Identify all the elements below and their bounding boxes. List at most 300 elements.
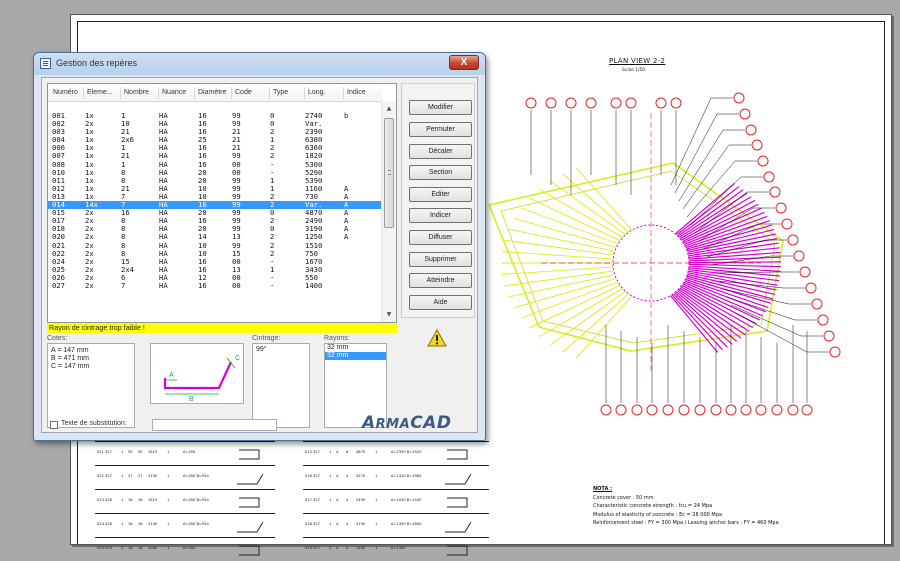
- column-separator[interactable]: [83, 87, 84, 99]
- list-cell: 2: [270, 216, 275, 226]
- dialog-titlebar[interactable]: [34, 53, 485, 75]
- schedule-cell: 16: [138, 546, 143, 550]
- list-cell: HA: [159, 232, 168, 242]
- delete-button[interactable]: Supprimer: [409, 252, 472, 267]
- list-cell: 2x: [85, 208, 94, 218]
- list-row[interactable]: [48, 274, 382, 282]
- schedule-row: [95, 489, 275, 513]
- list-cell: 99: [232, 151, 241, 161]
- swap-button[interactable]: Permuter: [409, 122, 472, 137]
- mark-bubble: [752, 140, 762, 150]
- list-row[interactable]: [48, 112, 382, 120]
- schedule-cell: 1: [329, 474, 332, 478]
- list-cell: 99: [232, 111, 241, 120]
- list-cell: 750: [305, 248, 318, 258]
- list-scrollbar[interactable]: [381, 102, 396, 322]
- mark-bubble: [711, 405, 721, 415]
- schedule-cell: A=1310 B=1960: [391, 474, 422, 478]
- list-row[interactable]: [48, 161, 382, 169]
- help-button[interactable]: Aide: [409, 295, 472, 310]
- radial-rebar: [678, 190, 743, 237]
- list-cell: 10: [198, 248, 207, 258]
- schedule-row: [95, 441, 275, 465]
- list-cell: 2x: [85, 232, 94, 242]
- mark-bubble: [566, 98, 576, 108]
- bar-shape-sketch: [443, 492, 473, 512]
- list-cell: 21: [232, 127, 241, 137]
- mark-bubble: [818, 315, 828, 325]
- schedule-cell: 1: [375, 450, 378, 454]
- list-cell: A: [344, 183, 349, 193]
- bar-schedule-left: [95, 441, 275, 561]
- list-cell: 027: [52, 280, 65, 290]
- schedule-row: [95, 465, 275, 489]
- radial-rebar-yellow: [563, 294, 629, 352]
- schedule-cell: 1: [375, 498, 378, 502]
- list-cell: 14x: [85, 200, 98, 210]
- schedule-cell: 55: [138, 450, 143, 454]
- list-cell: 8: [121, 248, 126, 258]
- drawing-notes: [593, 485, 779, 528]
- schedule-cell: 1250: [356, 546, 366, 550]
- list-cell: 1: [270, 135, 275, 145]
- radial-rebar-yellow: [551, 291, 626, 345]
- list-cell: 2390: [305, 127, 323, 137]
- list-cell: 4870: [305, 208, 323, 218]
- schedule-cell: 016 027: [305, 474, 320, 478]
- bar-shape-sketch: [235, 492, 265, 512]
- list-cell: -: [270, 159, 275, 169]
- list-cell: A: [344, 200, 349, 210]
- bar-shape-preview: [150, 343, 244, 404]
- schedule-cell: 4: [336, 498, 339, 502]
- column-separator[interactable]: [304, 87, 305, 99]
- mark-bubble: [663, 405, 673, 415]
- list-cell: HA: [159, 224, 168, 234]
- notes-title: NOTA :: [593, 486, 613, 492]
- mark-bubble: [756, 405, 766, 415]
- list-cell: HA: [159, 256, 168, 266]
- column-header[interactable]: Long.: [308, 89, 326, 96]
- list-cell: 16: [198, 216, 207, 226]
- radius-item[interactable]: 32 mm: [327, 344, 349, 351]
- column-header[interactable]: Nombre: [124, 89, 149, 96]
- column-separator[interactable]: [194, 87, 195, 99]
- column-header[interactable]: Eleme...: [87, 89, 113, 96]
- marks-list[interactable]: [47, 83, 397, 323]
- list-cell: 99: [232, 216, 241, 226]
- mark-bubble: [626, 98, 636, 108]
- list-cell: 2: [270, 248, 275, 258]
- schedule-cell: 1: [329, 450, 332, 454]
- list-cell: 1820: [305, 151, 323, 161]
- mark-bubble: [772, 405, 782, 415]
- modify-button[interactable]: Modifier: [409, 100, 472, 115]
- mark-bubble: [616, 405, 626, 415]
- mark-bubble: [656, 98, 666, 108]
- list-cell: 2x: [85, 280, 94, 290]
- cotes-label: Cotes:: [47, 335, 68, 342]
- column-header[interactable]: Numéro: [53, 89, 78, 96]
- list-cell: A: [344, 208, 349, 218]
- schedule-cell: 4: [346, 474, 349, 478]
- list-cell: 1250: [305, 232, 323, 242]
- schedule-cell: 16: [128, 522, 133, 526]
- list-cell: 14: [198, 232, 207, 242]
- list-cell: HA: [159, 208, 168, 218]
- list-cell: 1510: [305, 240, 323, 250]
- list-cell: Var.: [305, 119, 323, 129]
- list-cell: 3190: [305, 224, 323, 234]
- list-cell: HA: [159, 159, 168, 169]
- list-cell: 2740: [305, 111, 323, 120]
- schedule-cell: 4: [336, 522, 339, 526]
- list-cell: 026: [52, 272, 65, 282]
- list-cell: 10: [198, 240, 207, 250]
- list-row[interactable]: [48, 144, 382, 152]
- list-cell: b: [344, 111, 349, 120]
- schedule-cell: 1140: [148, 522, 158, 526]
- schedule-cell: 6: [346, 450, 349, 454]
- action-buttons-panel: [401, 83, 475, 318]
- list-cell: 2x: [85, 272, 94, 282]
- list-row[interactable]: [48, 136, 382, 144]
- list-cell: 21: [232, 143, 241, 153]
- mark-bubble: [546, 98, 556, 108]
- bar-shape-sketch: [235, 468, 265, 488]
- mark-bubble: [740, 109, 750, 119]
- list-row[interactable]: [48, 217, 382, 225]
- dimensions-box: [47, 343, 135, 428]
- list-cell: 16: [198, 119, 207, 129]
- list-cell: 15: [232, 248, 241, 258]
- distribute-button[interactable]: Diffuser: [409, 230, 472, 245]
- scroll-up-icon[interactable]: ▲: [386, 105, 392, 112]
- list-row[interactable]: [48, 225, 382, 233]
- schedule-cell: 1130: [148, 474, 158, 478]
- list-cell: 1: [270, 175, 275, 185]
- list-cell: 10: [198, 191, 207, 201]
- list-row[interactable]: [48, 169, 382, 177]
- list-cell: 99: [232, 183, 241, 193]
- list-cell: 0: [270, 119, 275, 129]
- schedule-cell: 1: [375, 522, 378, 526]
- list-cell: 2: [270, 127, 275, 137]
- goto-button[interactable]: Atteindre: [409, 273, 472, 288]
- dimension-c: C = 147 mm: [51, 363, 90, 370]
- column-separator[interactable]: [231, 87, 232, 99]
- schedule-cell: 4: [336, 450, 339, 454]
- radial-rebar: [689, 262, 781, 263]
- schedule-cell: 1: [375, 546, 378, 550]
- list-cell: 011: [52, 175, 65, 185]
- list-cell: 006: [52, 143, 65, 153]
- list-row[interactable]: [48, 177, 382, 185]
- list-cell: 2: [270, 200, 275, 210]
- marks-management-dialog[interactable]: [33, 52, 486, 441]
- list-cell: 16: [198, 264, 207, 274]
- bending-angle-value: 99°: [256, 346, 267, 353]
- list-cell: Var.: [305, 200, 323, 210]
- schedule-cell: A=1350: [391, 546, 406, 550]
- list-row[interactable]: [48, 250, 382, 258]
- list-cell: 1x: [85, 159, 94, 169]
- schedule-cell: 1: [329, 498, 332, 502]
- column-header[interactable]: Type: [273, 89, 289, 96]
- bar-shape-sketch: [235, 540, 265, 560]
- list-row[interactable]: [48, 152, 382, 160]
- bar-shape-sketch: [443, 540, 473, 560]
- column-separator[interactable]: [120, 87, 121, 99]
- scroll-down-icon[interactable]: ▼: [386, 311, 392, 318]
- list-row[interactable]: [48, 258, 382, 266]
- note-line: Modulus of elasticity of concrete : Ec = 28 000 Mpa: [593, 511, 722, 518]
- list-cell: 16: [198, 111, 207, 120]
- schedule-row: [303, 537, 489, 561]
- mark-bubble: [806, 283, 816, 293]
- armacad-logo: ARMACAD: [362, 413, 452, 433]
- dialog-body: [41, 77, 478, 433]
- schedule-row: [303, 465, 489, 489]
- substitution-input[interactable]: [152, 419, 277, 431]
- schedule-cell: 018 027: [305, 522, 320, 526]
- schedule-cell: A=450 B=920: [183, 498, 209, 502]
- schedule-cell: 2490: [356, 498, 366, 502]
- list-cell: 1x: [85, 175, 94, 185]
- list-row[interactable]: [48, 128, 382, 136]
- list-row[interactable]: [48, 242, 382, 250]
- close-button[interactable]: X: [449, 55, 479, 70]
- schedule-cell: A=450: [183, 546, 196, 550]
- radius-item-selected[interactable]: 32 mm: [325, 352, 386, 360]
- list-cell: 13: [232, 264, 241, 274]
- list-cell: 1: [121, 159, 126, 169]
- index-button[interactable]: Indicer: [409, 208, 472, 223]
- schedule-cell: A=450: [183, 450, 196, 454]
- plan-view-scale: Scale 1/50: [622, 68, 646, 73]
- mark-bubble: [679, 405, 689, 415]
- list-cell: HA: [159, 264, 168, 274]
- list-row[interactable]: [48, 233, 382, 241]
- list-cell: 8: [121, 167, 126, 177]
- schedule-cell: 1: [167, 498, 170, 502]
- list-cell: 1x: [85, 143, 94, 153]
- mark-bubble: [611, 98, 621, 108]
- list-cell: HA: [159, 119, 168, 129]
- mark-bubble: [802, 405, 812, 415]
- mark-bubble: [671, 98, 681, 108]
- list-cell: 7: [121, 200, 126, 210]
- schedule-row: [303, 441, 489, 465]
- mark-bubble: [746, 125, 756, 135]
- radial-rebar: [676, 292, 737, 342]
- list-cell: 99: [232, 191, 241, 201]
- list-cell: 1: [121, 143, 126, 153]
- list-cell: A: [344, 232, 349, 242]
- list-cell: 001: [52, 111, 65, 120]
- radial-rebar-yellow: [563, 174, 629, 232]
- schedule-cell: 3190: [356, 522, 366, 526]
- list-row[interactable]: [48, 266, 382, 274]
- mark-bubble: [764, 172, 774, 182]
- mark-bubble: [601, 405, 611, 415]
- column-header[interactable]: Diamètre: [198, 89, 227, 96]
- list-cell: 2: [270, 191, 275, 201]
- list-cell: 1: [121, 111, 126, 120]
- list-cell: 7: [121, 280, 126, 290]
- column-separator[interactable]: [158, 87, 159, 99]
- mark-bubble: [776, 203, 786, 213]
- schedule-cell: 55: [128, 450, 133, 454]
- list-cell: 20: [198, 224, 207, 234]
- list-row[interactable]: [48, 120, 382, 128]
- radial-rebar: [677, 186, 739, 235]
- list-cell: HA: [159, 280, 168, 290]
- radial-rebar: [673, 294, 727, 347]
- bar-shape-sketch: [443, 516, 473, 536]
- radial-rebar-yellow: [530, 285, 621, 327]
- shift-button[interactable]: Décaler: [409, 144, 472, 159]
- mark-bubble: [632, 405, 642, 415]
- substitution-checkbox[interactable]: [50, 421, 58, 429]
- list-cell: HA: [159, 248, 168, 258]
- list-cell: 12: [198, 272, 207, 282]
- list-cell: 008: [52, 159, 65, 169]
- radial-rebar-yellow: [530, 198, 621, 240]
- list-row[interactable]: [48, 282, 382, 290]
- substitution-label: Texte de substitution:: [61, 420, 127, 427]
- list-cell: 00: [232, 280, 241, 290]
- column-separator[interactable]: [343, 87, 344, 99]
- mark-bubble: [782, 219, 792, 229]
- schedule-cell: 16: [128, 498, 133, 502]
- schedule-cell: A=1350 B=1840: [391, 522, 422, 526]
- mark-bubble: [526, 98, 536, 108]
- list-cell: 1400: [305, 280, 323, 290]
- schedule-cell: 1: [375, 474, 378, 478]
- list-cell: 20: [198, 175, 207, 185]
- list-row[interactable]: [48, 185, 382, 193]
- list-cell: 020: [52, 232, 65, 242]
- schedule-cell: 1: [329, 546, 332, 550]
- schedule-cell: 1: [121, 522, 124, 526]
- list-cell: 013: [52, 191, 65, 201]
- schedule-row: [303, 489, 489, 513]
- list-cell: 1x: [85, 167, 94, 177]
- schedule-cell: A=450 B=920: [183, 474, 209, 478]
- schedule-cell: 4870: [356, 450, 366, 454]
- list-cell: -: [270, 256, 275, 266]
- shape-label-a: A: [169, 372, 174, 379]
- list-cell: 8: [121, 224, 126, 234]
- list-cell: 16: [198, 200, 207, 210]
- list-cell: 10: [198, 183, 207, 193]
- schedule-cell: 022 027: [97, 474, 112, 478]
- bar-shape-sketch: [443, 444, 473, 464]
- column-separator[interactable]: [269, 87, 270, 99]
- list-row[interactable]: [48, 193, 382, 201]
- list-cell: 0: [270, 111, 275, 120]
- list-row[interactable]: [48, 209, 382, 217]
- list-cell: 2: [270, 151, 275, 161]
- schedule-cell: 4: [346, 498, 349, 502]
- list-cell: 99: [232, 200, 241, 210]
- dialog-title: Gestion des repères: [56, 58, 138, 68]
- list-cell: 1x: [85, 135, 94, 145]
- list-cell: 003: [52, 127, 65, 137]
- mark-bubble: [741, 405, 751, 415]
- column-header[interactable]: Nuance: [162, 89, 187, 96]
- schedule-row: [303, 513, 489, 537]
- section-button[interactable]: Section: [409, 165, 472, 180]
- list-cell: 2x6: [121, 135, 134, 145]
- list-cell: 730: [305, 191, 318, 201]
- list-cell: 1: [270, 183, 275, 193]
- schedule-cell: 015 027: [305, 450, 320, 454]
- list-cell: 21: [121, 183, 130, 193]
- list-row-selected[interactable]: [48, 201, 382, 209]
- list-cell: 550: [305, 272, 318, 282]
- list-cell: 16: [198, 256, 207, 266]
- list-cell: 1160: [305, 183, 323, 193]
- schedule-cell: 017 027: [305, 498, 320, 502]
- list-cell: -: [270, 272, 275, 282]
- schedule-cell: 1: [329, 522, 332, 526]
- schedule-cell: A=1050 B=1440: [391, 498, 422, 502]
- list-cell: 8: [121, 232, 126, 242]
- mark-bubble: [586, 98, 596, 108]
- list-cell: 012: [52, 183, 65, 193]
- column-header[interactable]: Code: [235, 89, 252, 96]
- dimension-b: B = 471 mm: [51, 355, 89, 362]
- list-cell: HA: [159, 167, 168, 177]
- radial-rebar: [675, 293, 732, 345]
- leader-line: [671, 98, 711, 185]
- mark-bubble: [770, 187, 780, 197]
- mark-bubble: [788, 235, 798, 245]
- list-cell: 6: [121, 272, 126, 282]
- leader-line: [675, 114, 717, 193]
- plan-view-title: PLAN VIEW 2-2: [609, 57, 666, 65]
- list-cell: 2490: [305, 216, 323, 226]
- edit-button[interactable]: Editer: [409, 187, 472, 202]
- list-cell: 2x: [85, 119, 94, 129]
- scroll-thumb[interactable]: [384, 118, 394, 228]
- list-rows[interactable]: [48, 112, 382, 290]
- radial-rebar-yellow: [551, 181, 626, 235]
- rayons-label: Rayons:: [324, 335, 350, 342]
- list-cell: 99: [232, 224, 241, 234]
- radial-rebar: [688, 239, 777, 255]
- bending-angle-box[interactable]: [252, 343, 310, 428]
- list-cell: 021: [52, 240, 65, 250]
- schedule-cell: 4: [346, 522, 349, 526]
- list-cell: 21: [121, 127, 130, 137]
- radial-rebar: [677, 290, 741, 338]
- mark-bubble: [647, 405, 657, 415]
- list-cell: 16: [198, 127, 207, 137]
- list-cell: 20: [198, 208, 207, 218]
- schedule-cell: 1: [167, 450, 170, 454]
- column-header[interactable]: Indice: [347, 89, 366, 96]
- list-cell: 018: [52, 224, 65, 234]
- list-cell: 13: [232, 232, 241, 242]
- schedule-cell: 4: [336, 546, 339, 550]
- list-cell: 2: [270, 240, 275, 250]
- list-cell: 8: [121, 216, 126, 226]
- list-cell: 8: [121, 240, 126, 250]
- list-cell: 20: [198, 167, 207, 177]
